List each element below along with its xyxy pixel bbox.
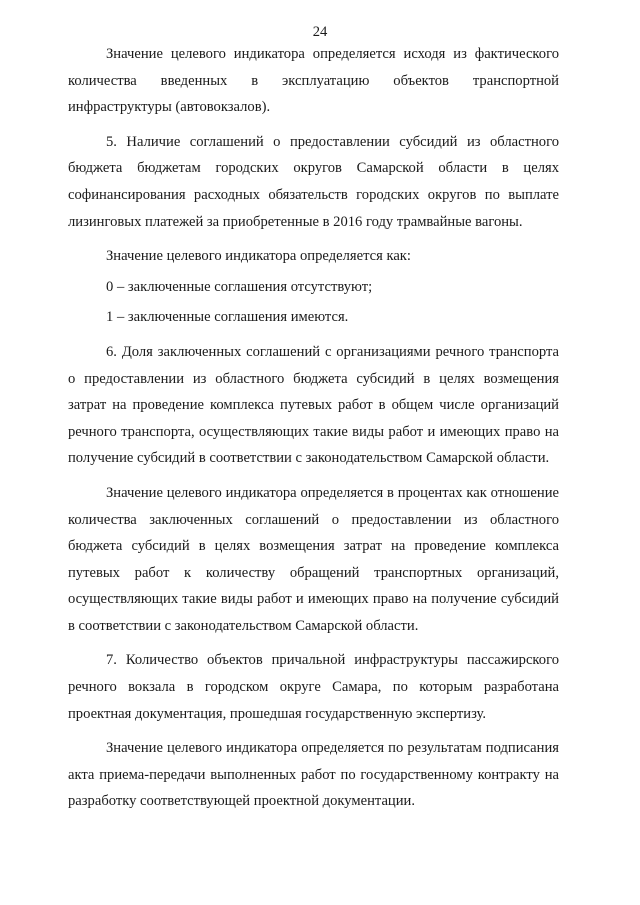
paragraph-item-5: 5. Наличие соглашений о предоставлении субсидий из областного бюджета бюджетам городских округов Самарской области в целях софинансирования расходных обязательств городских округов по выплате лизинговых платежей за приобретенные в 2016 году трамвайные вагоны. <box>68 133 559 230</box>
paragraph-value-one: 1 – заключенные соглашения имеются. <box>106 309 349 326</box>
paragraph-indicator-facilities: Значение целевого индикатора определяется исходя из фактического количества введенных в эксплуатацию объектов транспортной инфраструктуры (автовокзалов). <box>68 46 559 116</box>
paragraph-item-6: 6. Доля заключенных соглашений с организациями речного транспорта о предоставлении из областного бюджета субсидий в целях возмещения затрат на проведение комплекса путевых работ в общем числе организаций речного транспорта, осуществляющих такие виды работ и имеющих право на получение субсидий в соответствии с законодательством Самарской области. <box>68 343 559 467</box>
document-body <box>68 41 559 823</box>
page-number: 24 <box>312 24 328 40</box>
paragraph-indicator-definition: Значение целевого индикатора определяется как: <box>106 248 411 265</box>
paragraph-indicator-percent: Значение целевого индикатора определяется в процентах как отношение количества заключенных соглашений о предоставлении из областного бюджета субсидий в целях возмещения затрат на проведение комплекса путевых работ к количеству обращений транспортных организаций, осуществляющих такие виды работ и имеющих право на получение субсидий в соответствии с законодательством Самарской области. <box>68 484 559 634</box>
paragraph-value-zero: 0 – заключенные соглашения отсутствуют; <box>106 278 373 295</box>
paragraph-item-7: 7. Количество объектов причальной инфраструктуры пассажирского речного вокзала в городском округе Самара, по которым разработана проектная документация, прошедшая государственную экспертизу. <box>68 652 559 722</box>
paragraph-indicator-act: Значение целевого индикатора определяется по результатам подписания акта приема-передачи выполненных работ по государственному контракту на разработку соответствующей проектной документации. <box>68 740 559 810</box>
